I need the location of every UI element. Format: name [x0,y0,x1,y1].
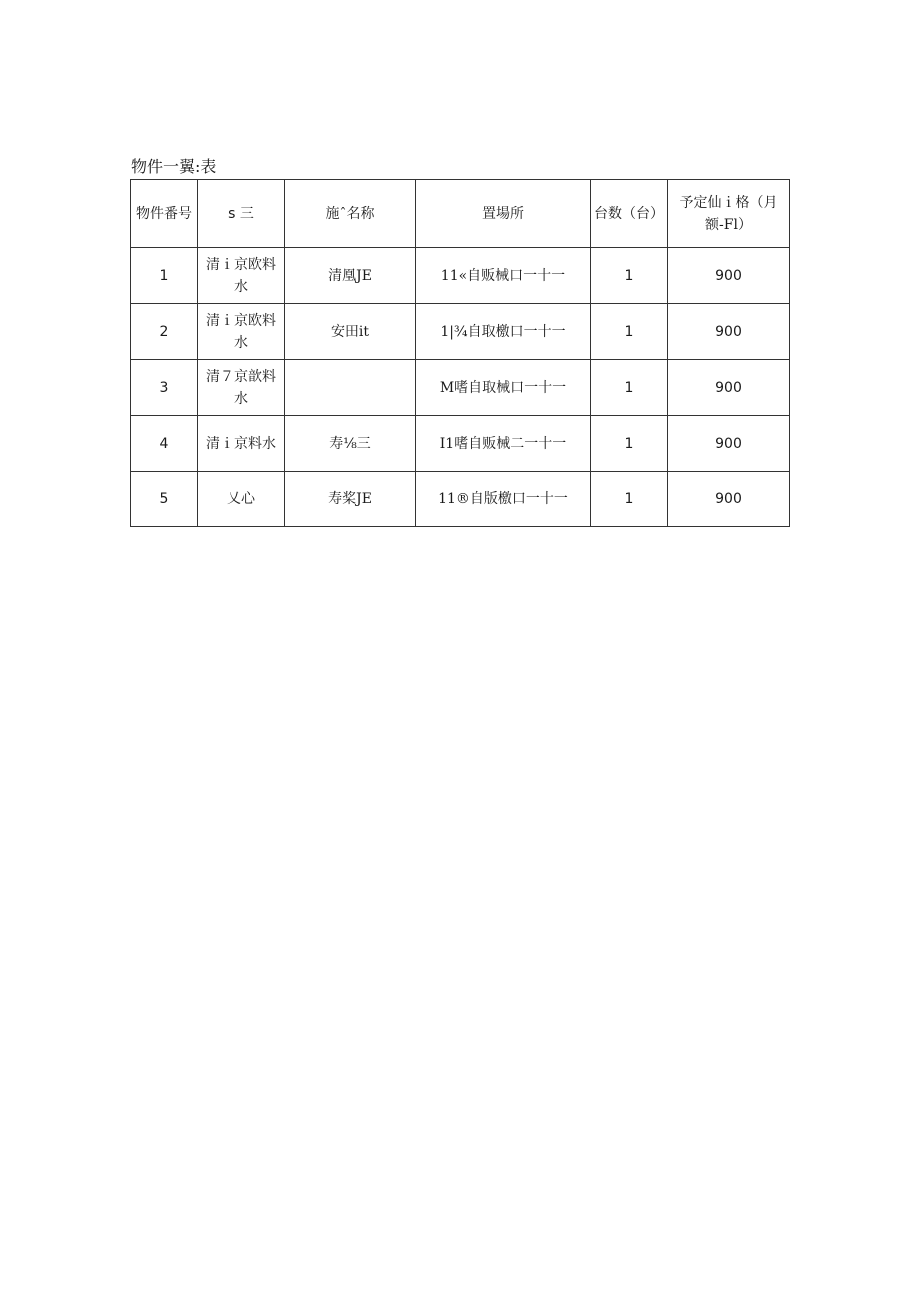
cell-facility-name: 安田it [285,304,416,360]
cell-facility-name: 寿⅛三 [285,416,416,472]
cell-item-number: 2 [131,304,198,360]
header-item-number: 物件番号 [131,180,198,248]
header-location: 置場所 [416,180,591,248]
table-row [131,360,790,416]
cell-item-number: 3 [131,360,198,416]
cell-item-number: 5 [131,472,198,527]
cell-planned-price: 900 [668,416,790,472]
cell-unit-count: 1 [591,416,668,472]
header-type: s 三 [198,180,285,248]
cell-location: I1嗜自贩械二一十一 [416,416,591,472]
cell-unit-count: 1 [591,248,668,304]
table-row [131,304,790,360]
cell-unit-count: 1 [591,472,668,527]
table-row [131,416,790,472]
cell-facility-name: 清凰JE [285,248,416,304]
cell-unit-count: 1 [591,360,668,416]
table-row [131,248,790,304]
cell-planned-price: 900 [668,472,790,527]
cell-facility-name: 寿桨JE [285,472,416,527]
table-header-row [131,180,790,248]
cell-item-number: 1 [131,248,198,304]
cell-type: 乂心 [198,472,285,527]
cell-planned-price: 900 [668,248,790,304]
cell-planned-price: 900 [668,360,790,416]
cell-unit-count: 1 [591,304,668,360]
cell-facility-name [285,360,416,416]
cell-location: 11«自贩械口一十一 [416,248,591,304]
cell-type: 清ｉ京料水 [198,416,285,472]
header-unit-count: 台数（台） [591,180,668,248]
cell-location: 11®自版檄口一十一 [416,472,591,527]
header-planned-price: 予定仙ｉ格（月额-Fl） [668,180,790,248]
table-row [131,472,790,527]
cell-type: 清ｉ京欧料水 [198,248,285,304]
header-facility-name: 施ˆ名称 [285,180,416,248]
cell-type: 清ｉ京欧料水 [198,304,285,360]
cell-location: 1|¾自取檄口一十一 [416,304,591,360]
equipment-table [130,179,790,527]
document-title: 物件一翼:表 [131,157,217,176]
cell-location: M嗜自取械口一十一 [416,360,591,416]
cell-item-number: 4 [131,416,198,472]
cell-type: 清７京歆料水 [198,360,285,416]
cell-planned-price: 900 [668,304,790,360]
